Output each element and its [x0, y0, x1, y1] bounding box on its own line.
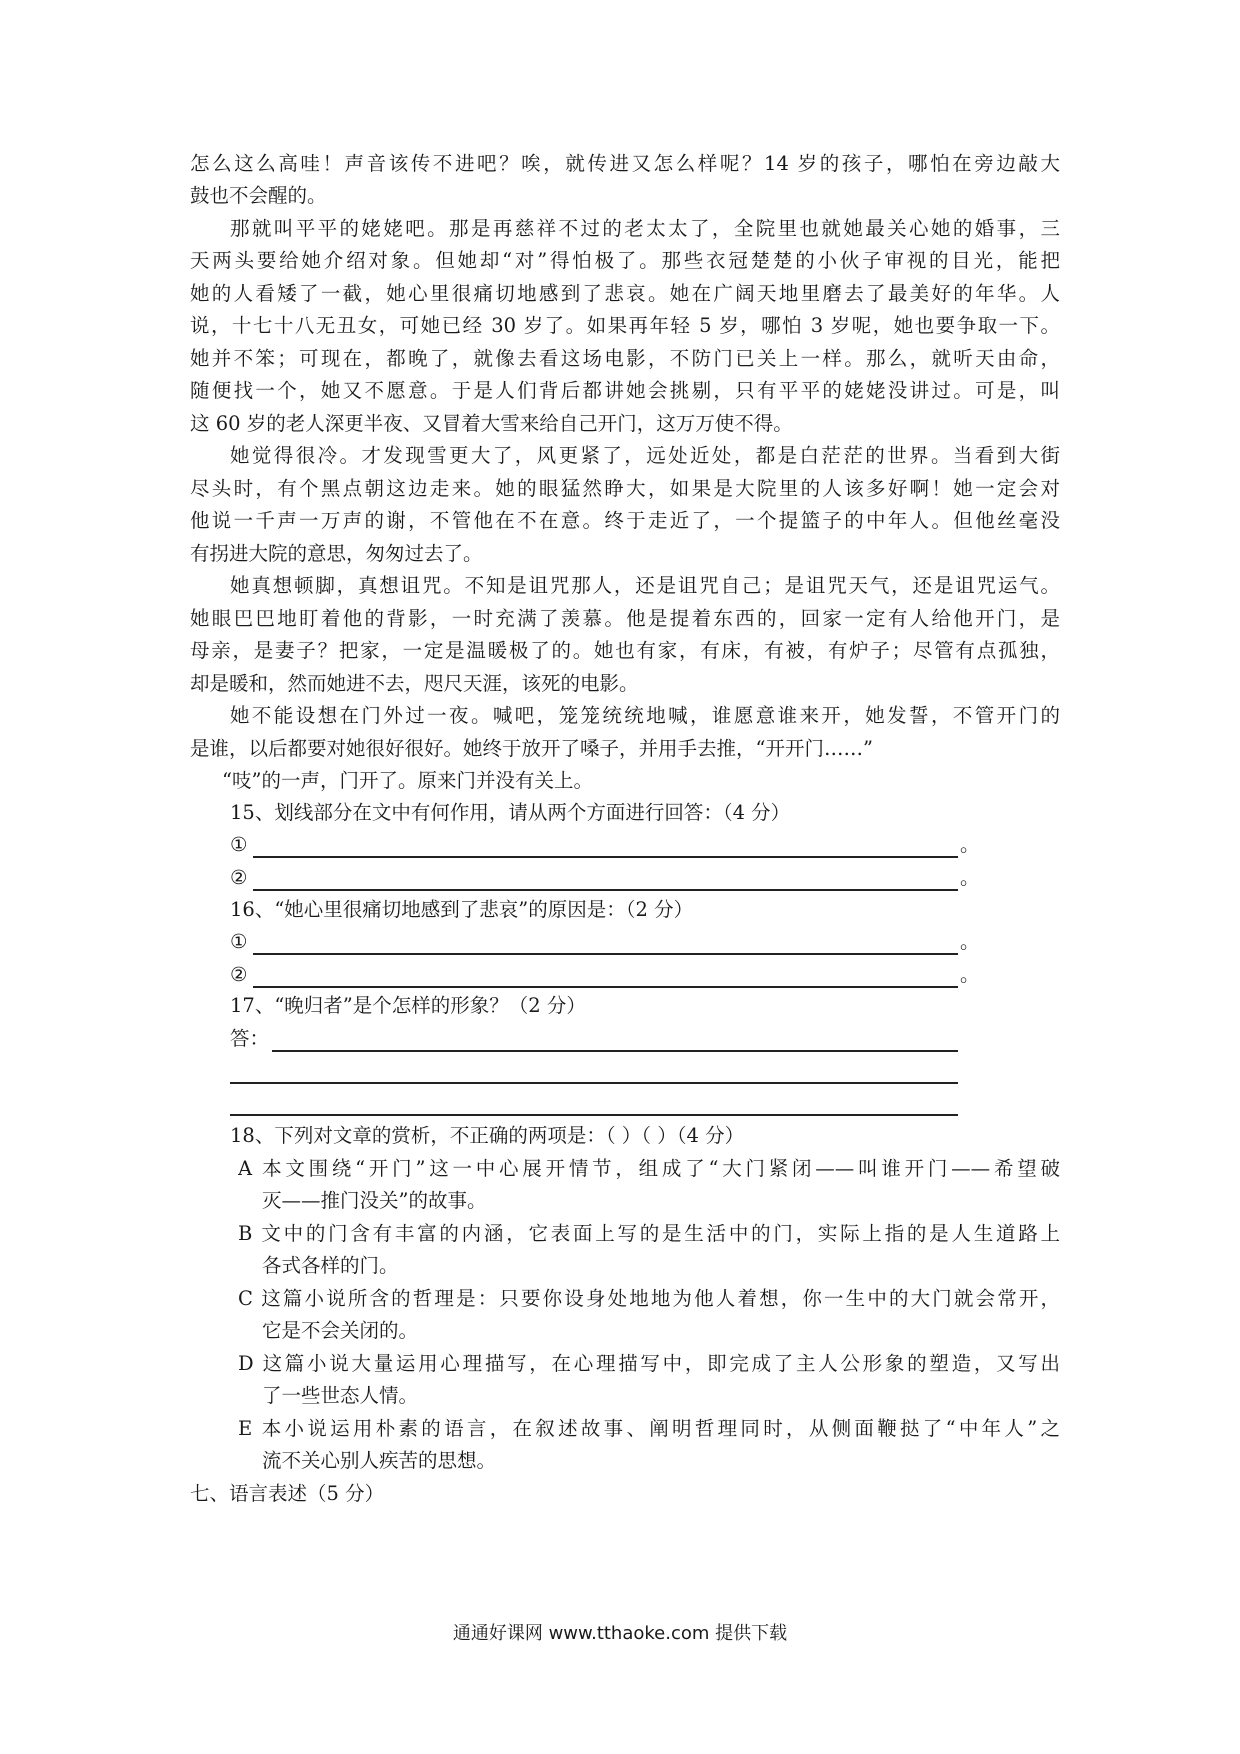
passage-line: 有拐进大院的意思，匆匆过去了。 — [190, 542, 483, 565]
question-15: 15、划线部分在文中有何作用，请从两个方面进行回答：（4 分） — [230, 801, 791, 824]
option-text: 这篇小说大量运用心理描写，在心理描写中，即完成了主人公形象的塑造，又写出 — [262, 1352, 1060, 1375]
option-c-cont: 它是不会关闭的。 — [262, 1319, 419, 1342]
answer-line-15-2[interactable] — [253, 889, 958, 891]
passage-line: 是谁，以后都要对她很好很好。她终于放开了嗓子，并用手去推，“开开门……” — [190, 737, 873, 760]
passage-line: 她并不笨；可现在，都晚了，就像去看这场电影，不防门已关上一样。那么，就听天由命， — [190, 347, 1060, 370]
passage-line: 说，十七十八无丑女，可她已经 30 岁了。如果再年轻 5 岁，哪怕 3 岁呢，她也要争取一下。 — [190, 314, 1060, 337]
section-heading: 七、语言表述（5 分） — [190, 1482, 385, 1505]
answer-line-17-3[interactable] — [230, 1114, 958, 1116]
passage-line: 尽头时，有个黑点朝这边走来。她的眼猛然睁大，如果是大院里的人该多好啊！她一定会对 — [190, 477, 1060, 500]
period-mark: 。 — [960, 963, 980, 986]
passage-line: 母亲，是妻子？把家，一定是温暖极了的。她也有家，有床，有被，有炉子；尽管有点孤独， — [190, 639, 1060, 662]
answer-line-16-1[interactable] — [253, 953, 958, 955]
footer-credit: 通通好课网 www.tthaoke.com 提供下载 — [452, 1623, 788, 1644]
passage-line: 她觉得很冷。才发现雪更大了，风更紧了，远处近处，都是白茫茫的世界。当看到大街 — [230, 444, 1060, 467]
option-letter: D — [238, 1352, 254, 1375]
passage-line: 他说一千声一万声的谢，不管他在不在意。终于走近了，一个提篮子的中年人。但他丝毫没 — [190, 509, 1060, 532]
answer-line-17-1[interactable] — [272, 1050, 958, 1052]
option-d-cont: 了一些世态人情。 — [262, 1384, 419, 1407]
option-d — [238, 1348, 1060, 1380]
question-16: 16、“她心里很痛切地感到了悲哀”的原因是：（2 分） — [230, 898, 694, 921]
answer-line-16-2[interactable] — [253, 986, 958, 988]
option-a — [238, 1153, 1060, 1185]
question-18: 18、下列对文章的赏析，不正确的两项是：（ ）（ ）（4 分） — [230, 1124, 745, 1147]
passage-line: 她不能设想在门外过一夜。喊吧，笼笼统统地喊，谁愿意谁来开，她发誓，不管开门的 — [230, 704, 1060, 727]
option-text: 本文围绕“开门”这一中心展开情节，组成了“大门紧闭——叫谁开门——希望破 — [262, 1157, 1060, 1180]
period-mark: 。 — [960, 930, 980, 953]
passage-line: “吱”的一声，门开了。原来门并没有关上。 — [222, 769, 593, 792]
period-mark: 。 — [960, 833, 980, 856]
passage-line: 她的人看矮了一截，她心里很痛切地感到了悲哀。她在广阔天地里磨去了最美好的年华。人 — [190, 282, 1060, 305]
passage-line: 天两头要给她介绍对象。但她却“对”得怕极了。那些衣冠楚楚的小伙子审视的目光，能把 — [190, 249, 1060, 272]
answer-line-15-1[interactable] — [253, 856, 958, 858]
passage-line: 这 60 岁的老人深更半夜、又冒着大雪来给自己开门，这万万使不得。 — [190, 412, 793, 435]
answer-mark: ① — [230, 833, 248, 856]
option-letter: E — [238, 1417, 253, 1440]
option-e-cont: 流不关心别人疾苦的思想。 — [262, 1449, 497, 1472]
option-b — [238, 1218, 1060, 1250]
passage-line: 随便找一个，她又不愿意。于是人们背后都讲她会挑剔，只有平平的姥姥没讲过。可是，叫 — [190, 379, 1060, 402]
passage-line: 却是暖和，然而她进不去，咫尺天涯，该死的电影。 — [190, 672, 639, 695]
option-b-cont: 各式各样的门。 — [262, 1254, 399, 1277]
passage-line: 她眼巴巴地盯着他的背影，一时充满了羡慕。他是提着东西的，回家一定有人给他开门，是 — [190, 607, 1060, 630]
period-mark: 。 — [960, 866, 980, 889]
option-a-cont: 灭——推门没关”的故事。 — [262, 1189, 487, 1212]
option-letter: B — [238, 1222, 253, 1245]
answer-line-17-2[interactable] — [230, 1082, 958, 1084]
answer-mark: ① — [230, 930, 248, 953]
option-c — [238, 1283, 1060, 1315]
passage-line: 怎么这么高哇！声音该传不进吧？唉，就传进又怎么样呢？14 岁的孩子，哪怕在旁边敲大 — [190, 152, 1060, 175]
option-text: 文中的门含有丰富的内涵，它表面上写的是生活中的门，实际上指的是人生道路上 — [261, 1222, 1060, 1245]
answer-label: 答： — [230, 1027, 270, 1050]
passage-line: 那就叫平平的姥姥吧。那是再慈祥不过的老太太了，全院里也就她最关心她的婚事，三 — [230, 217, 1060, 240]
option-letter: A — [238, 1157, 253, 1180]
option-letter: C — [238, 1287, 253, 1310]
option-text: 这篇小说所含的哲理是：只要你设身处地地为他人着想，你一生中的大门就会常开， — [261, 1287, 1060, 1310]
question-17: 17、“晚归者”是个怎样的形象？（2 分） — [230, 994, 586, 1017]
option-e — [238, 1413, 1060, 1445]
passage-line: 鼓也不会醒的。 — [190, 184, 327, 207]
option-text: 本小说运用朴素的语言，在叙述故事、阐明哲理同时，从侧面鞭挞了“中年人”之 — [261, 1417, 1060, 1440]
answer-mark: ② — [230, 866, 248, 889]
answer-mark: ② — [230, 963, 248, 986]
passage-line: 她真想顿脚，真想诅咒。不知是诅咒那人，还是诅咒自己；是诅咒天气，还是诅咒运气。 — [230, 574, 1060, 597]
